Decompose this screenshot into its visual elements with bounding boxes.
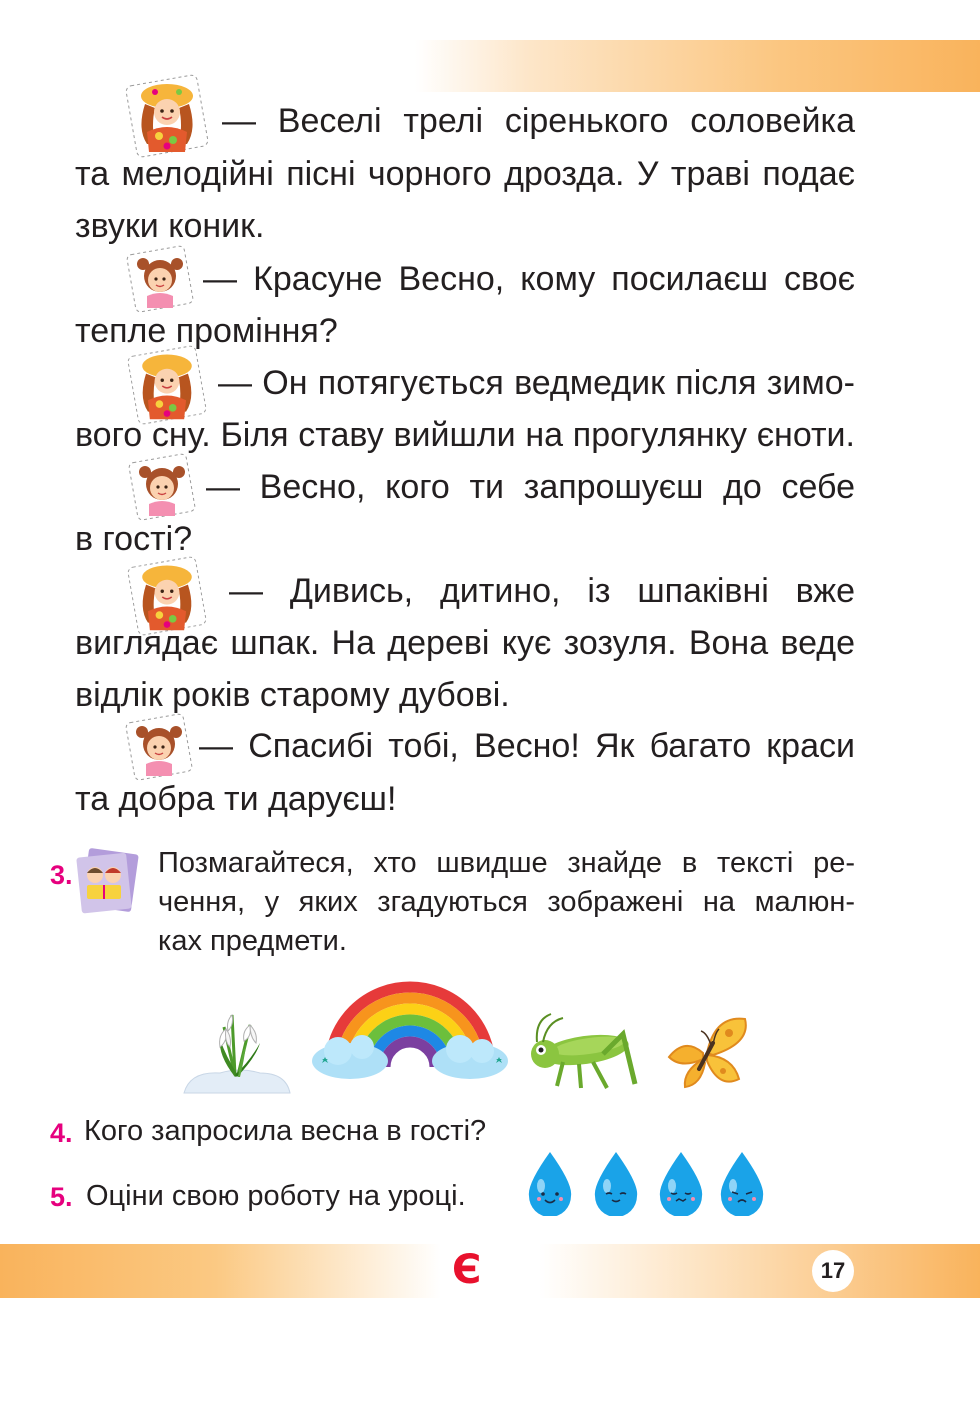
dialog-line: — Спасибі тобі, Весно! Як багато краси	[199, 727, 855, 765]
sad-drop-icon[interactable]	[717, 1150, 767, 1221]
dialog-line: та добра ти даруєш!	[75, 780, 397, 818]
task-number: 4.	[50, 1118, 73, 1148]
dialog-line: тепле проміння?	[75, 312, 338, 350]
task-number: 3.	[50, 860, 73, 890]
child-avatar-icon	[127, 452, 197, 527]
dialog-line: відлік років старому дубові.	[75, 676, 510, 714]
dialog-line: — Весно, кого ти запрошуєш до себе	[206, 468, 855, 506]
snowdrop-icon	[180, 995, 292, 1102]
dialog-line: — Красуне Весно, кому посилаєш своє	[203, 260, 855, 298]
self-assessment-drops[interactable]	[525, 1150, 770, 1218]
happy-drop-icon[interactable]	[525, 1150, 575, 1221]
child-avatar-icon	[125, 244, 195, 319]
task-number: 5.	[50, 1182, 73, 1212]
child-avatar-icon	[124, 712, 194, 787]
question-text: Оціни свою роботу на уроці.	[86, 1180, 466, 1212]
publisher-logo: Є	[452, 1247, 482, 1293]
dialog-line: — Дивись, дитино, із шпаківні вже	[229, 572, 855, 610]
content-drop-icon[interactable]	[591, 1150, 641, 1221]
dialog-line: звуки коник.	[75, 207, 265, 245]
dialog-line: — Веселі трелі сіренького соловейка	[222, 102, 855, 140]
pictures-row	[175, 965, 755, 1100]
dialog-line: виглядає шпак. На дереві кує зозуля. Вона веде	[75, 624, 855, 662]
task-text: чення, у яких згадуються зображені на малюн-	[158, 886, 855, 918]
butterfly-icon	[663, 1013, 753, 1098]
dialog-line: — Он потягується ведмедик після зимо-	[218, 364, 855, 402]
header-decorative-band	[415, 40, 980, 92]
pair-work-icon	[75, 845, 141, 922]
dialog-line: вого сну. Біля ставу вийшли на прогулянку єноти.	[75, 416, 855, 454]
question-text: Кого запросила весна в гості?	[84, 1115, 487, 1147]
grasshopper-icon	[523, 1010, 645, 1101]
dialog-line: та мелодійні пісні чорного дрозда. У траві подає	[75, 155, 855, 193]
page-number: 17	[812, 1250, 854, 1292]
rainbow-icon	[310, 967, 510, 1087]
spring-avatar-icon	[125, 74, 209, 163]
task-text: ках предмети.	[158, 925, 347, 957]
task-text: Позмагайтеся, хто швидше знайде в тексті ре-	[158, 847, 855, 879]
uneasy-drop-icon[interactable]	[656, 1150, 706, 1221]
dialog-line: в гості?	[75, 520, 193, 558]
